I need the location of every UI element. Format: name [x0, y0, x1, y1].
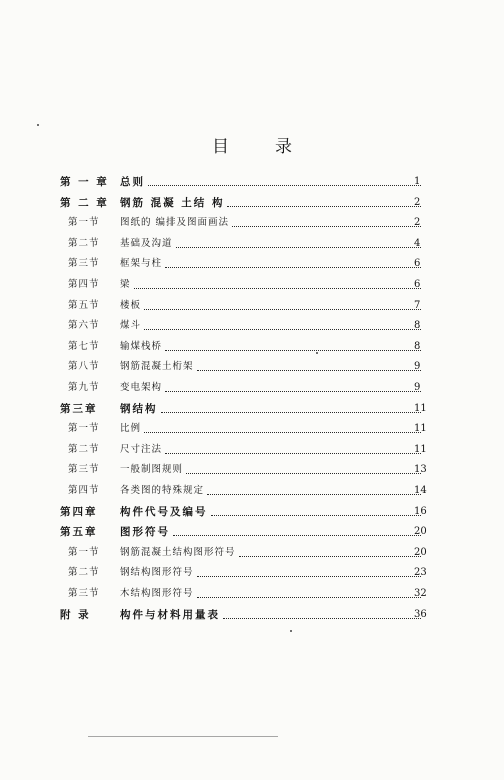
- title-char-2: 录: [275, 137, 292, 157]
- toc-page-number: 11: [414, 423, 427, 435]
- toc-page-number: 13: [414, 464, 427, 476]
- toc-entry: [120, 506, 424, 518]
- toc-page-number: 4: [414, 237, 421, 249]
- toc-title: 变电架构: [120, 382, 163, 393]
- toc-page-number: 11: [414, 443, 427, 455]
- toc-label: 第 一 章: [60, 176, 109, 188]
- dot-leader: [148, 185, 421, 186]
- toc-page-number: 14: [414, 485, 427, 496]
- toc-title: 基础及沟道: [120, 237, 173, 249]
- toc-chapter-row: [0, 520, 504, 538]
- toc-section-row: [0, 355, 504, 373]
- toc-section-row: [0, 252, 504, 270]
- toc-title: 一般制图规则: [120, 464, 184, 476]
- toc-label: 第三节: [68, 588, 100, 599]
- toc-section-row: [0, 541, 504, 559]
- toc-chapter-row: [0, 170, 504, 188]
- toc-page-number: 2: [414, 217, 421, 229]
- toc-section-row: [0, 417, 504, 435]
- toc-entry: [120, 526, 424, 538]
- toc-title: 总则: [120, 176, 145, 188]
- toc-label: 第二节: [68, 237, 100, 249]
- toc-entry: [120, 485, 424, 497]
- toc-label: 第一节: [68, 423, 100, 435]
- dot-leader: [223, 618, 421, 619]
- toc-label: 第九节: [68, 382, 100, 393]
- toc-title: 尺寸注法: [120, 443, 163, 455]
- toc-entry: [120, 382, 424, 394]
- toc-entry: [120, 341, 424, 353]
- toc-entry: [120, 361, 424, 373]
- toc-label: 第二节: [68, 567, 100, 579]
- toc-entry: [120, 444, 424, 456]
- toc-chapter-row: [0, 500, 504, 518]
- toc-label: 第七节: [68, 340, 100, 352]
- toc-entry: [120, 547, 424, 559]
- toc-section-row: [0, 438, 504, 456]
- toc-title: 框架与柱: [120, 258, 163, 270]
- toc-title: 煤斗: [120, 320, 142, 332]
- toc-label: 附 录: [60, 608, 91, 621]
- toc-title: 图纸的 编排及图面画法: [120, 217, 230, 229]
- toc-chapter-row: [0, 397, 504, 415]
- toc-label: 第一节: [68, 217, 100, 229]
- toc-title: 钢结构图形符号: [120, 567, 194, 579]
- toc-page-number: 2: [414, 196, 421, 208]
- toc-title: 钢筋混凝土结构图形符号: [120, 546, 236, 558]
- scan-speck: [290, 630, 292, 632]
- toc-label: 第二节: [68, 443, 100, 455]
- dot-leader: [211, 515, 422, 516]
- toc-label: 第三节: [68, 258, 100, 270]
- toc-label: 第三章: [60, 402, 98, 415]
- scan-artifact-line: [88, 736, 278, 737]
- toc-section-row: [0, 294, 504, 312]
- toc-label: 第五章: [60, 526, 98, 539]
- toc-section-row: [0, 458, 504, 476]
- toc-section-row: [0, 376, 504, 394]
- toc-title: 楼板: [120, 299, 142, 311]
- toc-entry: [120, 588, 424, 600]
- toc-title: 比例: [120, 423, 142, 435]
- dot-leader: [165, 267, 421, 268]
- toc-label: 第四章: [60, 505, 98, 518]
- scan-speck: [316, 352, 318, 354]
- toc-entry: [120, 320, 424, 332]
- toc-page-number: 36: [414, 608, 427, 620]
- toc-title: 钢结构: [120, 402, 158, 415]
- toc-title: 图形符号: [120, 526, 170, 539]
- dot-leader: [161, 412, 422, 413]
- toc-entry: [120, 403, 424, 415]
- toc-entry: [120, 464, 424, 476]
- toc-page-number: 9: [414, 382, 421, 393]
- toc-title: 钢筋 混凝 土结 构: [120, 196, 225, 209]
- toc-title: 梁: [120, 279, 131, 290]
- dot-leader: [239, 556, 421, 557]
- dot-leader: [176, 247, 421, 248]
- dot-leader: [144, 329, 421, 330]
- toc-page-number: 7: [414, 299, 421, 311]
- toc-entry: [120, 567, 424, 579]
- toc-page-number: 6: [414, 258, 421, 270]
- toc-entry: [120, 217, 424, 229]
- dot-leader: [186, 473, 421, 474]
- toc-title: 钢筋混凝土桁架: [120, 361, 194, 373]
- toc-title: 各类图的特殊规定: [120, 485, 205, 496]
- dot-leader: [165, 391, 421, 392]
- toc-chapter-row: [0, 191, 504, 209]
- toc-entry: [120, 279, 424, 291]
- toc-section-row: [0, 561, 504, 579]
- dot-leader: [173, 535, 421, 536]
- toc-section-row: [0, 273, 504, 291]
- toc-title: 构件代号及编号: [120, 505, 208, 518]
- toc-page-number: 20: [414, 526, 427, 538]
- dot-leader: [197, 370, 421, 371]
- toc-page-number: 6: [414, 279, 421, 290]
- toc-label: 第八节: [68, 361, 100, 373]
- toc-section-row: [0, 232, 504, 250]
- toc-entry: [120, 176, 424, 188]
- toc-label: 第 二 章: [60, 196, 109, 209]
- toc-entry: [120, 238, 424, 250]
- toc-title: 木结构图形符号: [120, 588, 194, 599]
- toc-label: 第五节: [68, 299, 100, 311]
- dot-leader: [197, 576, 421, 577]
- toc-section-row: [0, 582, 504, 600]
- dot-leader: [227, 206, 421, 207]
- dot-leader: [197, 597, 421, 598]
- toc-label: 第六节: [68, 320, 100, 332]
- toc-page-number: 23: [414, 567, 427, 579]
- toc-label: 第一节: [68, 546, 100, 558]
- dot-leader: [207, 494, 421, 495]
- toc-entry: [120, 423, 424, 435]
- title-char-1: 目: [212, 137, 229, 157]
- toc-section-row: [0, 479, 504, 497]
- toc-page-number: 9: [414, 361, 421, 373]
- toc-page-number: 20: [414, 546, 427, 558]
- toc-title: 输煤栈桥: [120, 340, 163, 352]
- toc-page-number: 32: [414, 588, 427, 599]
- toc-entry: [120, 258, 424, 270]
- toc-page-number: 8: [414, 340, 421, 352]
- toc-label: 第四节: [68, 279, 100, 290]
- toc-entry: [120, 197, 424, 209]
- page-title: [0, 132, 504, 157]
- toc-section-row: [0, 314, 504, 332]
- toc-label: 第三节: [68, 464, 100, 476]
- dot-leader: [144, 309, 421, 310]
- toc-section-row: [0, 335, 504, 353]
- toc-entry: [120, 609, 424, 621]
- toc-page-number: 8: [414, 320, 421, 332]
- dot-leader: [134, 288, 421, 289]
- toc-page-number: 1: [414, 176, 421, 187]
- scan-speck: [37, 124, 39, 126]
- toc-section-row: [0, 211, 504, 229]
- toc-chapter-row: [0, 603, 504, 621]
- toc-label: 第四节: [68, 485, 100, 496]
- dot-leader: [144, 432, 421, 433]
- toc-title: 构件与材料用量表: [120, 608, 220, 621]
- toc-page-number: 11: [414, 402, 427, 414]
- toc-page-number: 16: [414, 505, 427, 517]
- dot-leader: [165, 453, 421, 454]
- dot-leader: [165, 350, 421, 351]
- toc-entry: [120, 300, 424, 312]
- dot-leader: [232, 226, 421, 227]
